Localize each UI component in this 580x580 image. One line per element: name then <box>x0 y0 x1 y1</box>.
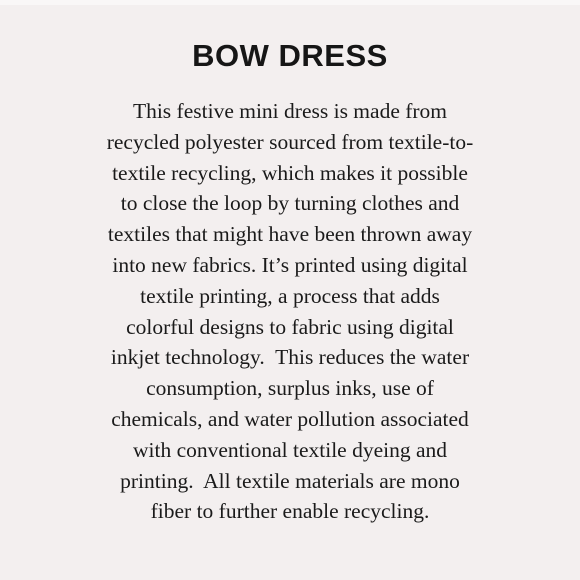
product-description <box>0 96 580 527</box>
top-edge-strip <box>0 0 580 5</box>
description-line: inkjet technology. This reduces the water <box>110 345 470 370</box>
description-line: recycled polyester sourced from textile-to- <box>106 129 474 154</box>
description-line: into new fabrics. It’s printed using digital <box>112 252 468 277</box>
description-line: textile recycling, which makes it possible <box>112 160 468 185</box>
description-line: chemicals, and water pollution associated <box>111 406 469 431</box>
description-line: with conventional textile dyeing and <box>132 437 448 462</box>
description-line: fiber to further enable recycling. <box>150 499 430 524</box>
description-line: printing. All textile materials are mono <box>120 468 460 493</box>
description-line: colorful designs to fabric using digital <box>126 314 454 339</box>
description-line: consumption, surplus inks, use of <box>146 376 434 401</box>
description-line: This festive mini dress is made from <box>132 99 448 123</box>
description-line: textile printing, a process that adds <box>140 283 440 308</box>
description-line: textiles that might have been thrown away <box>107 222 473 247</box>
product-title: BOW DRESS <box>192 38 388 73</box>
description-line: to close the loop by turning clothes and <box>120 191 460 216</box>
